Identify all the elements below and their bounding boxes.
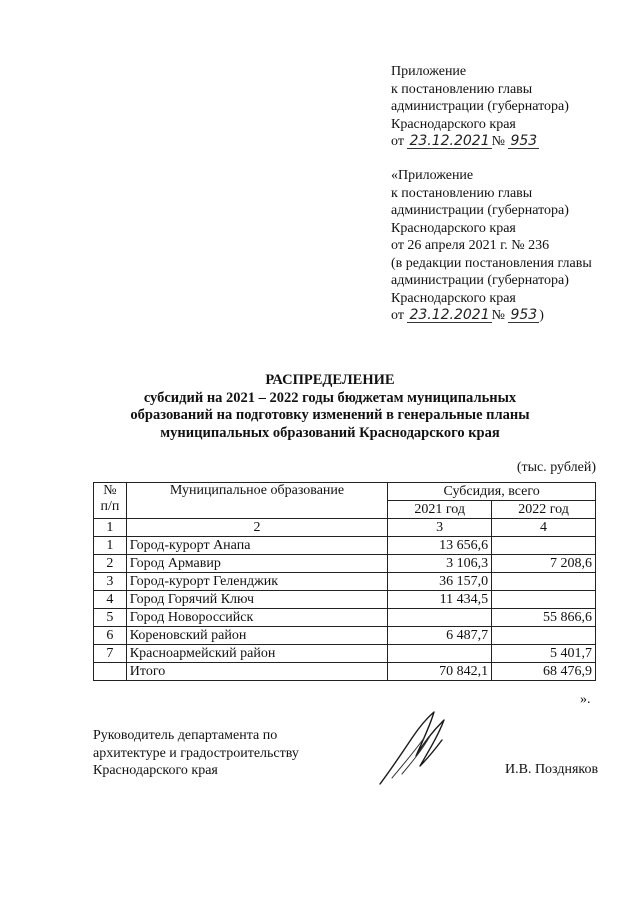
row-2021: 3 106,3	[388, 555, 492, 573]
handwritten-number: 953	[510, 133, 538, 149]
colnum-4: 4	[492, 519, 596, 537]
row-2022	[492, 627, 596, 645]
signatory-name: И.В. Поздняков	[505, 762, 599, 777]
row-name: Город Новороссийск	[126, 609, 387, 627]
appendix2-line: от 26 апреля 2021 г. № 236	[391, 238, 550, 253]
table-row	[94, 537, 596, 555]
row-2021	[388, 645, 492, 663]
header-subsidy: Субсидия, всего	[388, 483, 596, 501]
row-num: 5	[94, 609, 127, 627]
appendix1-date-line	[391, 133, 569, 151]
appendix1-line: Краснодарского края	[391, 116, 516, 132]
handwritten-date: 23.12.2021	[409, 307, 490, 323]
row-num: 1	[94, 537, 127, 555]
table-row	[94, 645, 596, 663]
appendix2-date-line	[391, 307, 592, 325]
title-line: субсидий на 2021 – 2022 годы бюджетам муниципальных	[143, 389, 517, 406]
close-paren: )	[539, 308, 544, 323]
row-2022	[492, 537, 596, 555]
appendix1-line: администрации (губернатора)	[391, 99, 569, 114]
column-numbers-row	[94, 519, 596, 537]
row-name: Город Армавир	[126, 555, 387, 573]
row-2022: 55 866,6	[492, 609, 596, 627]
handwritten-date: 23.12.2021	[409, 133, 490, 149]
row-num: 4	[94, 591, 127, 609]
appendix2-line: Краснодарского края	[391, 290, 516, 306]
header-name: Муниципальное образование	[126, 483, 387, 519]
total-label: Итого	[126, 663, 387, 681]
row-name: Кореновский район	[126, 627, 387, 645]
row-name: Город Горячий Ключ	[126, 591, 387, 609]
title-line: муниципальных образований Краснодарского края	[160, 424, 500, 441]
handwritten-signature	[372, 708, 462, 788]
row-2022: 7 208,6	[492, 555, 596, 573]
signatory-line: Краснодарского края	[93, 763, 218, 778]
table-row	[94, 591, 596, 609]
header-2021: 2021 год	[388, 501, 492, 519]
appendix-header-1	[391, 63, 569, 151]
row-2021: 11 434,5	[388, 591, 492, 609]
table-row	[94, 627, 596, 645]
appendix2-line: (в редакции постановления главы	[391, 255, 592, 271]
row-name: Красноармейский район	[126, 645, 387, 663]
table-row	[94, 609, 596, 627]
row-2021: 13 656,6	[388, 537, 492, 555]
row-num: 6	[94, 627, 127, 645]
appendix-header-2	[391, 167, 592, 325]
closing-quote: ».	[580, 692, 591, 707]
table-row	[94, 555, 596, 573]
signatory-block	[93, 727, 299, 780]
subsidy-table	[93, 482, 596, 681]
title-line: РАСПРЕДЕЛЕНИЕ	[265, 372, 395, 388]
header-row	[94, 483, 596, 501]
row-2021: 36 157,0	[388, 573, 492, 591]
handwritten-number: 953	[510, 307, 538, 323]
row-2022	[492, 591, 596, 609]
table-row	[94, 573, 596, 591]
appendix2-line: Краснодарского края	[391, 220, 516, 236]
appendix2-line: администрации (губернатора)	[391, 203, 569, 218]
signatory-line: архитектуре и градостроительству	[93, 745, 299, 761]
total-2022: 68 476,9	[492, 663, 596, 681]
total-2021: 70 842,1	[388, 663, 492, 681]
row-2022	[492, 573, 596, 591]
colnum-2: 2	[126, 519, 387, 537]
row-name: Город-курорт Геленджик	[126, 573, 387, 591]
from-prefix: от	[391, 134, 404, 149]
appendix2-line: к постановлению главы	[391, 185, 533, 201]
appendix1-line: Приложение	[391, 64, 467, 79]
header-2022: 2022 год	[492, 501, 596, 519]
document-title	[60, 372, 600, 442]
row-num: 3	[94, 573, 127, 591]
row-num: 2	[94, 555, 127, 573]
units-label: (тыс. рублей)	[516, 460, 596, 475]
number-label: №	[491, 134, 505, 149]
title-line: образований на подготовку изменений в генеральные планы	[130, 407, 530, 423]
appendix2-line: «Приложение	[391, 168, 474, 183]
signatory-line: Руководитель департамента по	[93, 728, 278, 743]
appendix2-line: администрации (губернатора)	[391, 273, 569, 288]
row-2022: 5 401,7	[492, 645, 596, 663]
from-prefix: от	[391, 308, 404, 323]
appendix1-line: к постановлению главы	[391, 81, 533, 97]
total-num	[94, 663, 127, 681]
colnum-1: 1	[94, 519, 127, 537]
row-name: Город-курорт Анапа	[126, 537, 387, 555]
number-label: №	[491, 308, 505, 323]
row-num: 7	[94, 645, 127, 663]
colnum-3: 3	[388, 519, 492, 537]
total-row	[94, 663, 596, 681]
row-2021	[388, 609, 492, 627]
row-2021: 6 487,7	[388, 627, 492, 645]
header-num: № п/п	[94, 483, 127, 519]
